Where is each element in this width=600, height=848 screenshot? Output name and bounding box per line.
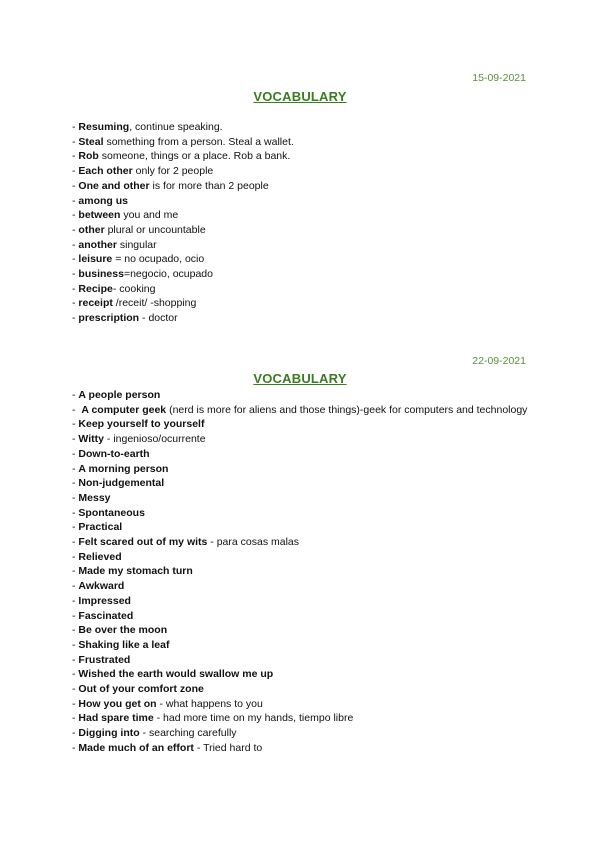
- vocabulary-term: Be over the moon: [78, 624, 168, 637]
- vocabulary-item: - Felt scared out of my wits - para cosas malas: [72, 536, 299, 549]
- vocabulary-note: - ingenioso/ocurrente: [104, 433, 206, 446]
- vocabulary-term: prescription: [78, 312, 140, 325]
- vocabulary-term: Relieved: [78, 550, 122, 563]
- vocabulary-term: Down-to-earth: [78, 447, 150, 460]
- vocabulary-note: - para cosas malas: [207, 536, 299, 549]
- vocabulary-term: Fascinated: [78, 609, 134, 622]
- vocabulary-term: Resuming: [78, 121, 130, 133]
- vocabulary-item: - A people person: [72, 389, 161, 401]
- vocabulary-item: - Each other only for 2 people: [72, 165, 214, 178]
- vocabulary-item: - Down-to-earth: [72, 447, 150, 460]
- vocabulary-note: is for more than 2 people: [149, 179, 269, 192]
- vocabulary-item: - Frustrated: [72, 653, 131, 666]
- vocabulary-term: Frustrated: [78, 653, 131, 666]
- vocabulary-item: - How you get on - what happens to you: [72, 697, 263, 710]
- vocabulary-item: - among us: [72, 194, 129, 207]
- vocabulary-term: A morning person: [78, 462, 169, 475]
- vocabulary-list: [72, 120, 528, 326]
- vocabulary-note: - what happens to you: [156, 697, 263, 710]
- vocabulary-item: - Wished the earth would swallow me up: [72, 668, 274, 681]
- vocabulary-term: Awkward: [78, 580, 125, 593]
- vocabulary-term: other: [78, 223, 105, 236]
- vocabulary-item: - Spontaneous: [72, 506, 145, 519]
- section-title: VOCABULARY: [253, 89, 347, 104]
- vocabulary-item: - Relieved: [72, 550, 122, 563]
- vocabulary-item: - Rob someone, things or a place. Rob a bank.: [72, 150, 291, 163]
- vocabulary-note: - doctor: [139, 312, 178, 325]
- vocabulary-term: A computer geek: [81, 403, 167, 416]
- vocabulary-item: - Resuming, continue speaking.: [72, 121, 223, 133]
- vocabulary-item: - Non-judgemental: [72, 477, 165, 490]
- vocabulary-note: someone, things or a place. Rob a bank.: [98, 150, 291, 163]
- vocabulary-term: another: [78, 238, 117, 251]
- date-label: 22-09-2021: [472, 355, 526, 367]
- vocabulary-term: Rob: [78, 150, 99, 163]
- vocabulary-term: Witty: [78, 433, 104, 446]
- vocabulary-note: only for 2 people: [132, 165, 214, 178]
- vocabulary-note: =negocio, ocupado: [123, 268, 213, 281]
- vocabulary-item: - Messy: [72, 491, 111, 504]
- vocabulary-item: - Digging into - searching carefully: [72, 727, 237, 740]
- vocabulary-item: - One and other is for more than 2 people: [72, 179, 269, 192]
- vocabulary-term: between: [78, 209, 121, 222]
- vocabulary-term: Recipe: [78, 282, 113, 295]
- vocabulary-note: plural or uncountable: [104, 223, 206, 236]
- section-title: VOCABULARY: [253, 371, 347, 386]
- vocabulary-item: - Steal something from a person. Steal a wallet.: [72, 135, 294, 148]
- vocabulary-term: Spontaneous: [78, 506, 145, 519]
- vocabulary-item: - Practical: [72, 521, 123, 534]
- vocabulary-item: - Made much of an effort - Tried hard to: [72, 741, 263, 754]
- vocabulary-note: = no ocupado, ocio: [112, 253, 205, 266]
- vocabulary-note: something from a person. Steal a wallet.: [103, 135, 294, 148]
- vocabulary-term: Messy: [78, 491, 111, 504]
- vocabulary-term: Practical: [78, 521, 123, 534]
- vocabulary-note: - cooking: [112, 282, 156, 295]
- vocabulary-item: - Witty - ingenioso/ocurrente: [72, 433, 206, 446]
- vocabulary-item: - leisure = no ocupado, ocio: [72, 253, 205, 266]
- vocabulary-item: - between you and me: [72, 209, 179, 222]
- vocabulary-note: - Tried hard to: [193, 741, 263, 754]
- vocabulary-item: - other plural or uncountable: [72, 223, 206, 236]
- vocabulary-list: [72, 388, 528, 756]
- vocabulary-item: - business=negocio, ocupado: [72, 268, 213, 281]
- vocabulary-term: Made my stomach turn: [78, 565, 193, 578]
- vocabulary-note: - had more time on my hands, tiempo libre: [153, 712, 354, 725]
- vocabulary-term: Made much of an effort: [78, 741, 194, 754]
- date-label: 15-09-2021: [472, 72, 526, 84]
- vocabulary-item: - Out of your comfort zone: [72, 683, 204, 696]
- vocabulary-item: - Recipe- cooking: [72, 282, 156, 295]
- vocabulary-item: - A morning person: [72, 462, 169, 475]
- vocabulary-item: - Awkward: [72, 580, 125, 593]
- vocabulary-term: Impressed: [78, 594, 131, 607]
- vocabulary-term: Felt scared out of my wits: [78, 536, 208, 549]
- vocabulary-term: Each other: [78, 165, 133, 178]
- vocabulary-item: - another singular: [72, 238, 157, 251]
- vocabulary-note: - searching carefully: [139, 727, 237, 740]
- vocabulary-item: - Be over the moon: [72, 624, 168, 637]
- vocabulary-term: Shaking like a leaf: [78, 638, 170, 651]
- vocabulary-term: Keep yourself to yourself: [78, 418, 205, 431]
- vocabulary-term: among us: [78, 194, 129, 207]
- vocabulary-note: singular: [116, 238, 157, 251]
- vocabulary-term: receipt: [78, 297, 113, 310]
- vocabulary-item: - A computer geek (nerd is more for aliens and those things)-geek for computers and technology: [72, 403, 528, 416]
- vocabulary-item: - Shaking like a leaf: [72, 638, 170, 651]
- vocabulary-term: Had spare time: [78, 712, 154, 725]
- vocabulary-note: , continue speaking.: [129, 121, 223, 133]
- vocabulary-term: Steal: [78, 135, 104, 148]
- vocabulary-item: - receipt /receit/ -shopping: [72, 297, 197, 310]
- vocabulary-term: Wished the earth would swallow me up: [78, 668, 274, 681]
- vocabulary-item: - Fascinated: [72, 609, 134, 622]
- vocabulary-note: (nerd is more for aliens and those things)-geek for computers and technology: [166, 403, 528, 416]
- vocabulary-item: - Made my stomach turn: [72, 565, 193, 578]
- vocabulary-term: business: [78, 268, 124, 281]
- vocabulary-note: you and me: [120, 209, 179, 222]
- vocabulary-note: /receit/ -shopping: [112, 297, 197, 310]
- vocabulary-item: - Keep yourself to yourself: [72, 418, 205, 431]
- vocabulary-item: - Impressed: [72, 594, 131, 607]
- vocabulary-term: Non-judgemental: [78, 477, 165, 490]
- vocabulary-item: - prescription - doctor: [72, 312, 178, 325]
- vocabulary-term: leisure: [78, 253, 113, 266]
- vocabulary-term: How you get on: [78, 697, 157, 710]
- vocabulary-term: A people person: [78, 389, 161, 401]
- vocabulary-term: Out of your comfort zone: [78, 683, 204, 696]
- vocabulary-term: One and other: [78, 179, 150, 192]
- vocabulary-term: Digging into: [78, 727, 140, 740]
- vocabulary-item: - Had spare time - had more time on my hands, tiempo libre: [72, 712, 354, 725]
